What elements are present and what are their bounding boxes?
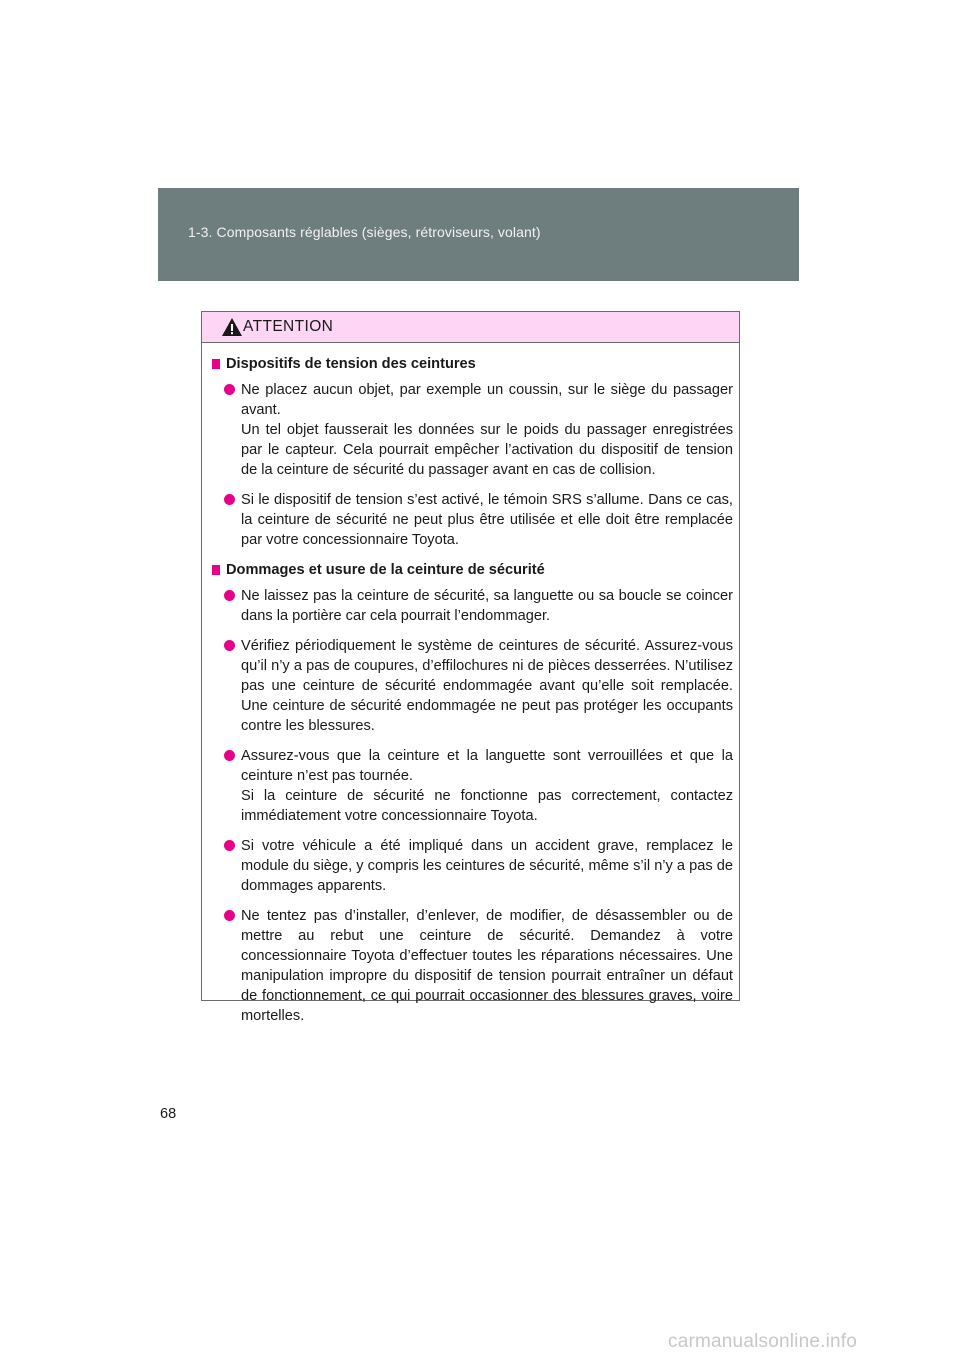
- paragraph: Ne placez aucun objet, par exemple un coussin, sur le siège du passager avant.: [241, 382, 733, 418]
- list-item-text: [241, 836, 733, 896]
- square-bullet-icon: [212, 565, 220, 575]
- list-item: [224, 586, 733, 626]
- round-bullet-icon: [224, 384, 235, 395]
- paragraph: Si le dispositif de tension s’est activé, le témoin SRS s’allume. Dans ce cas, la ceinture de sécurité ne peut plus être utilisée et elle doit être remplacée par votre concessionnaire Toyota.: [241, 492, 733, 548]
- watermark-link[interactable]: carmanualsonline.info: [668, 1331, 858, 1352]
- round-bullet-icon: [224, 590, 235, 601]
- section-heading-text: Dommages et usure de la ceinture de sécurité: [226, 562, 545, 578]
- page-number: 68: [160, 1106, 177, 1122]
- round-bullet-icon: [224, 840, 235, 851]
- warning-triangle-icon: [221, 317, 243, 337]
- section-title: 1-3. Composants réglables (sièges, rétroviseurs, volant): [188, 224, 541, 240]
- list-item-text: [241, 586, 733, 626]
- warning-header: [202, 312, 739, 343]
- warning-box: [201, 311, 740, 1024]
- paragraph: Ne laissez pas la ceinture de sécurité, sa languette ou sa boucle se coincer dans la portière car cela pourrait l’endommager.: [241, 588, 733, 624]
- warning-title: ATTENTION: [243, 318, 334, 335]
- list-item: [224, 490, 733, 550]
- list-item: [224, 380, 733, 480]
- paragraph: Si la ceinture de sécurité ne fonctionne pas correctement, contactez immédiatement votre concessionnaire Toyota.: [241, 788, 733, 824]
- section-heading: [212, 560, 733, 580]
- warning-body: [202, 343, 739, 1026]
- square-bullet-icon: [212, 359, 220, 369]
- paragraph: Vérifiez périodiquement le système de ceintures de sécurité. Assurez-vous qu’il n’y a pas de coupures, d’effilochures ni de pièces desserrées. N’utilisez pas une ceinture de sécurité endommagée avant qu’elle soit remplacée. Une ceinture de sécurité endommagée ne peut pas protéger les occupants contre les blessures.: [241, 638, 733, 734]
- list-item: [224, 636, 733, 736]
- list-item: [224, 746, 733, 826]
- list-item-text: [241, 746, 733, 826]
- paragraph: Assurez-vous que la ceinture et la languette sont verrouillées et que la ceinture n’est pas tournée.: [241, 748, 733, 784]
- section-header-band: [158, 188, 799, 281]
- section-heading-text: Dispositifs de tension des ceintures: [226, 356, 476, 372]
- paragraph: Si votre véhicule a été impliqué dans un accident grave, remplacez le module du siège, y compris les ceintures de sécurité, même s’il n’y a pas de dommages apparents.: [241, 838, 733, 894]
- round-bullet-icon: [224, 910, 235, 921]
- list-item-text: [241, 636, 733, 736]
- paragraph: Un tel objet fausserait les données sur le poids du passager enregistrées par le capteur. Cela pourrait empêcher l’activation du dispositif de tension de la ceinture de sécurité du passager avant en cas de collision.: [241, 422, 733, 478]
- round-bullet-icon: [224, 640, 235, 651]
- round-bullet-icon: [224, 750, 235, 761]
- round-bullet-icon: [224, 494, 235, 505]
- list-item-text: [241, 490, 733, 550]
- list-item: [224, 836, 733, 896]
- paragraph: Ne tentez pas d’installer, d’enlever, de modifier, de désassembler ou de mettre au rebut une ceinture de sécurité. Demandez à votre concessionnaire Toyota d’effectuer toutes les réparations nécessaires. Une manipulation impropre du dispositif de tension pourrait entraîner un défaut de fonctionnement, ce qui pourrait occasionner des blessures graves, voire mortelles.: [241, 908, 733, 1024]
- section-heading: [212, 354, 733, 374]
- list-item-text: [241, 380, 733, 480]
- list-item: [224, 906, 733, 1026]
- list-item-text: [241, 906, 733, 1026]
